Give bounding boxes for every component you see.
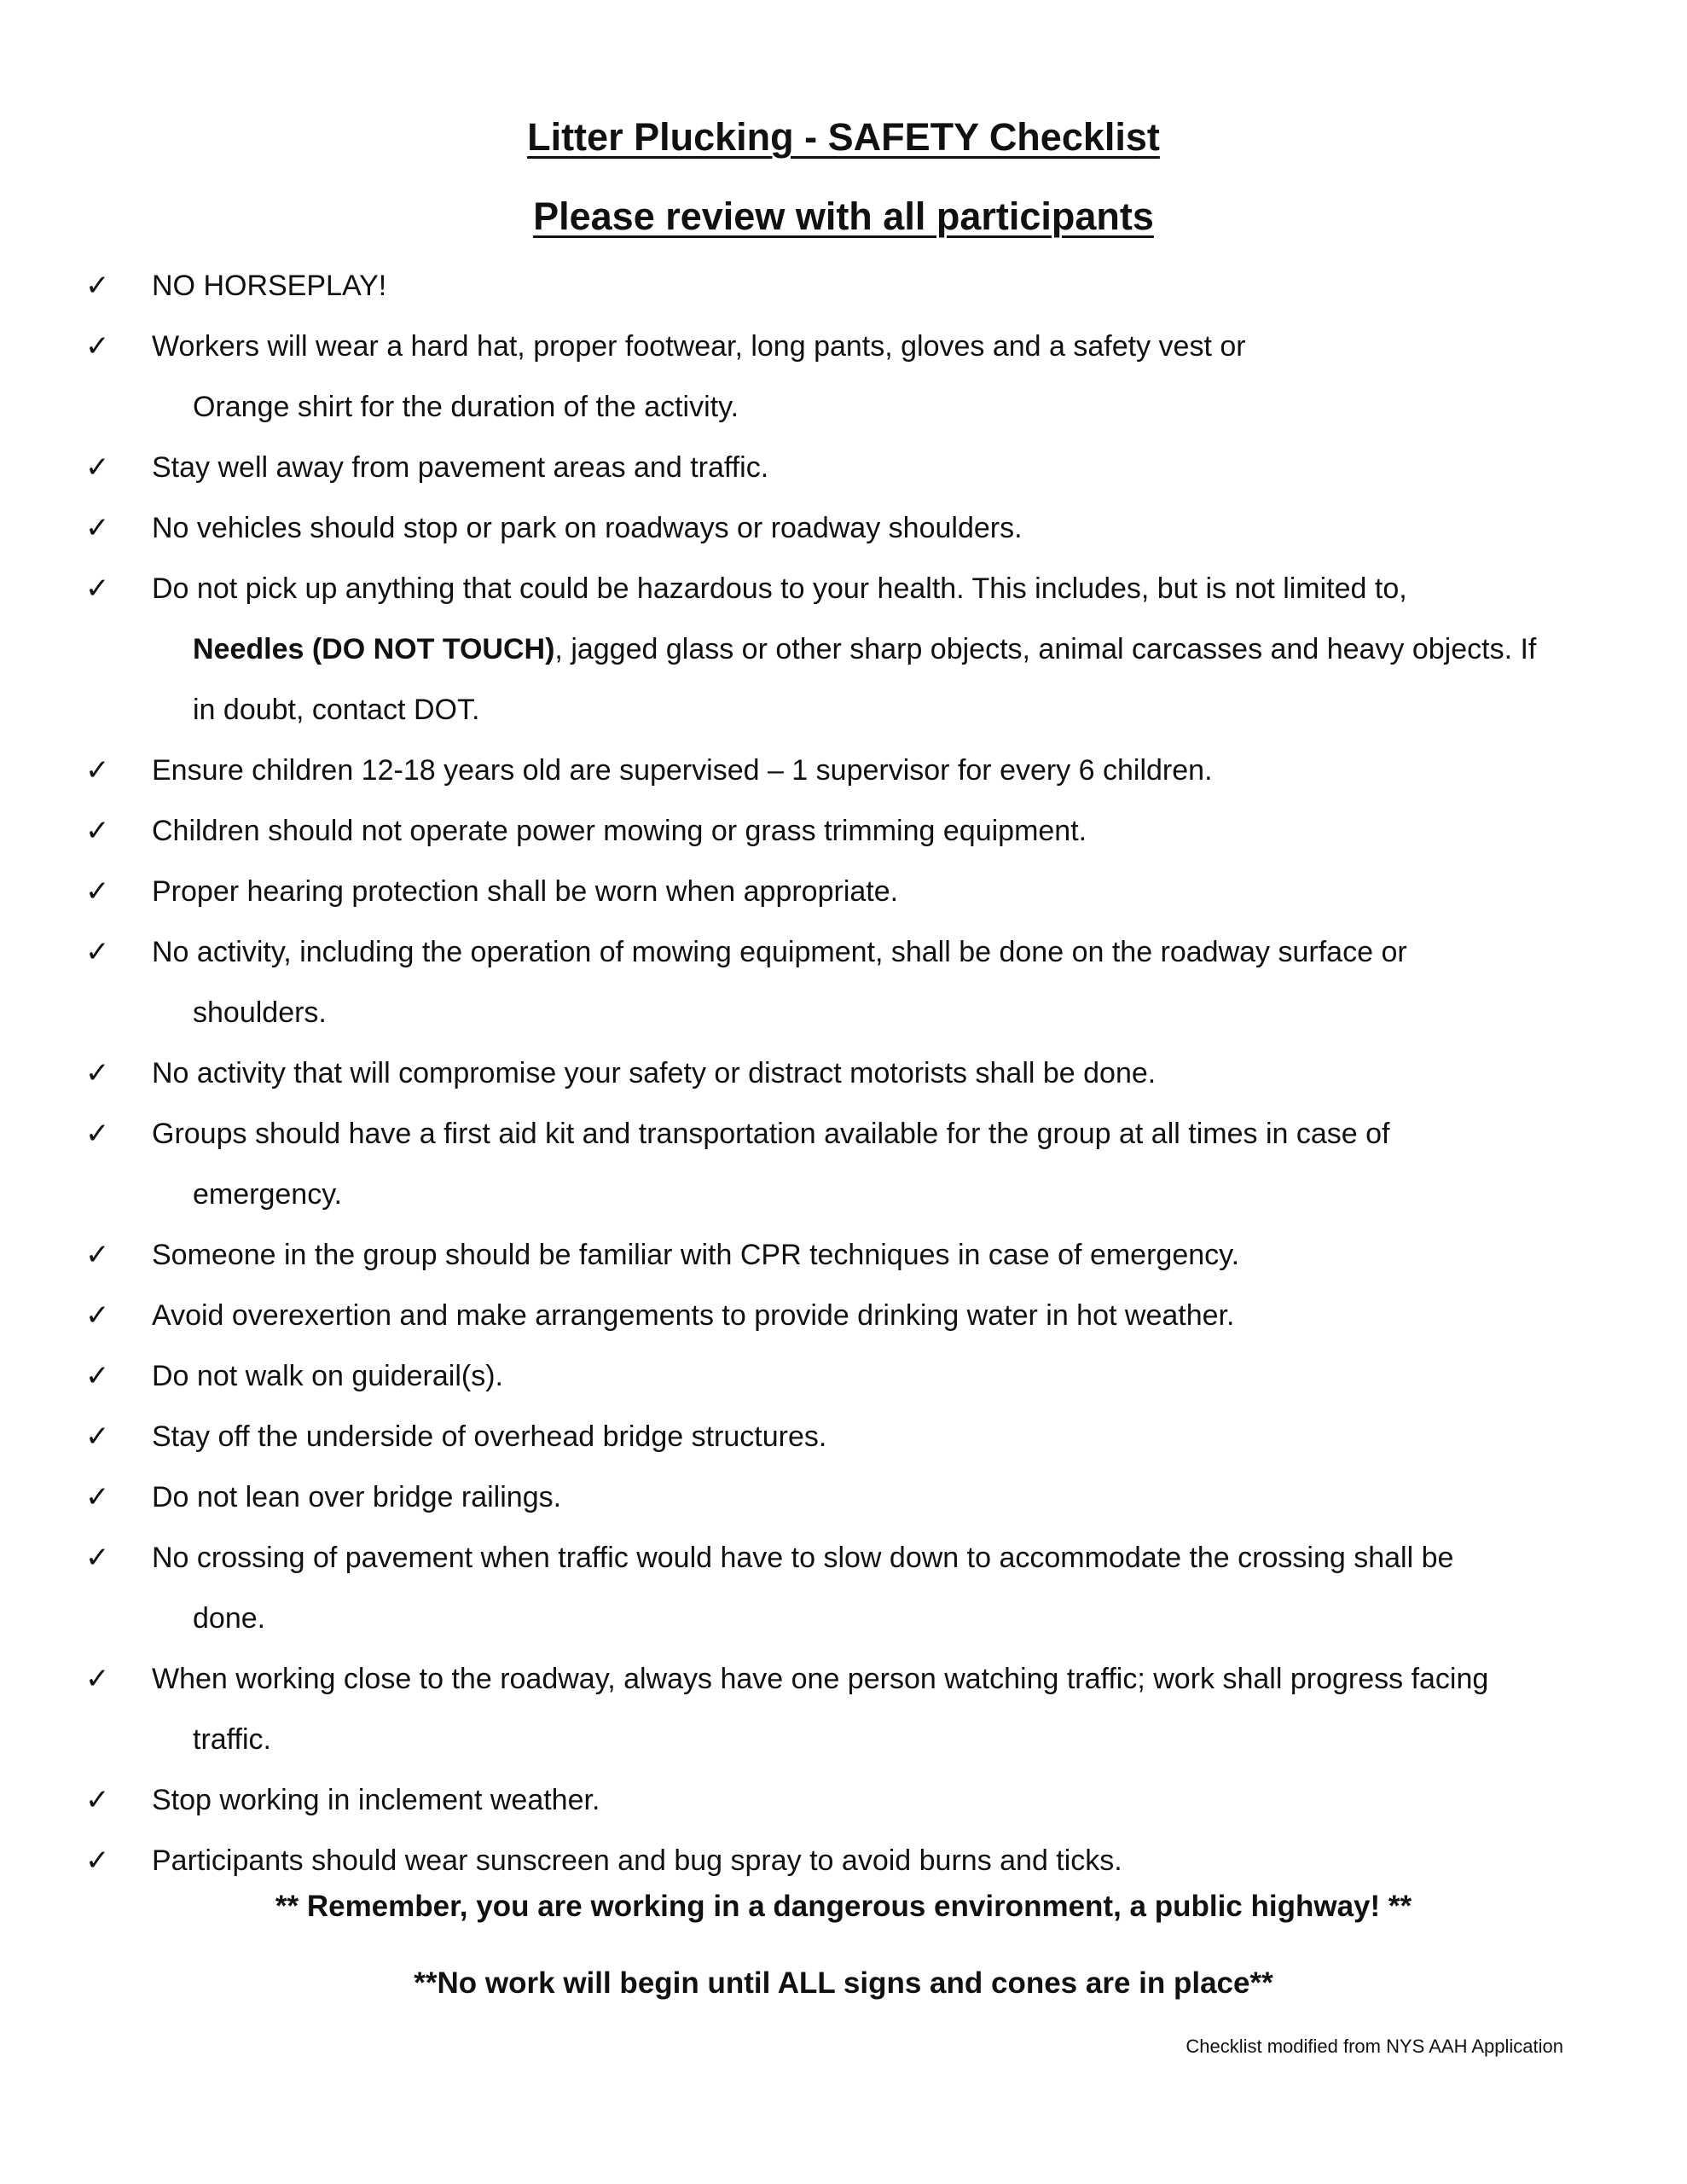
item-text-continued: Orange shirt for the duration of the activity.: [193, 391, 739, 423]
needles-warning: Needles (DO NOT TOUCH): [193, 633, 555, 665]
page-subtitle: Please review with all participants: [533, 195, 1154, 238]
final-note: **No work will begin until ALL signs and cones are in place**: [414, 1966, 1273, 2000]
item-text: No vehicles should stop or park on roadways or roadway shoulders.: [152, 512, 1023, 544]
checklist-item: [85, 317, 1603, 438]
item-text-continued: done.: [193, 1602, 266, 1635]
item-text: No activity, including the operation of mowing equipment, shall be done on the roadway surface or: [152, 936, 1407, 968]
item-text: When working close to the roadway, always have one person watching traffic; work shall progress facing: [152, 1663, 1489, 1695]
checkmark-icon: ✓: [85, 511, 110, 545]
checklist-item: [85, 1831, 1603, 1891]
checklist-item: [85, 1225, 1603, 1286]
item-text: Do not pick up anything that could be hazardous to your health. This includes, but is not limited to,: [152, 572, 1407, 605]
reminder-note: ** Remember, you are working in a dangerous environment, a public highway! **: [275, 1890, 1412, 1923]
item-text: Someone in the group should be familiar with CPR techniques in case of emergency.: [152, 1239, 1240, 1271]
item-text: Participants should wear sunscreen and bug spray to avoid burns and ticks.: [152, 1844, 1122, 1877]
item-text: Ensure children 12-18 years old are supervised – 1 supervisor for every 6 children.: [152, 754, 1213, 787]
checkmark-icon: ✓: [85, 1662, 110, 1696]
item-text: Workers will wear a hard hat, proper footwear, long pants, gloves and a safety vest or: [152, 330, 1246, 363]
item-text: Stay well away from pavement areas and traffic.: [152, 451, 769, 484]
footer-credit: Checklist modified from NYS AAH Application: [1186, 2036, 1563, 2057]
item-text-continued: shoulders.: [193, 996, 327, 1029]
checklist-item: [85, 862, 1603, 922]
item-text: Do not lean over bridge railings.: [152, 1481, 562, 1513]
checklist-item: [85, 1043, 1603, 1104]
checklist-item: [85, 256, 1603, 317]
item-text: No activity that will compromise your safety or distract motorists shall be done.: [152, 1057, 1157, 1089]
item-text: Stop working in inclement weather.: [152, 1784, 600, 1816]
checkmark-icon: ✓: [85, 269, 110, 303]
checkmark-icon: ✓: [85, 1056, 110, 1090]
item-text: NO HORSEPLAY!: [152, 270, 387, 302]
checklist-item: [85, 1649, 1603, 1770]
checkmark-icon: ✓: [85, 1298, 110, 1333]
item-text: Groups should have a first aid kit and transportation available for the group at all times in case of: [152, 1118, 1390, 1150]
checklist-item: [85, 438, 1603, 498]
item-text: Children should not operate power mowing or grass trimming equipment.: [152, 815, 1087, 847]
checklist-item: [85, 1528, 1603, 1649]
item-text: Proper hearing protection shall be worn when appropriate.: [152, 875, 899, 908]
checkmark-icon: ✓: [85, 450, 110, 485]
checkmark-icon: ✓: [85, 329, 110, 363]
checkmark-icon: ✓: [85, 753, 110, 787]
checklist-item: [85, 498, 1603, 559]
checkmark-icon: ✓: [85, 1480, 110, 1514]
item-text-rest: , jagged glass or other sharp objects, animal carcasses and heavy objects. If: [554, 633, 1537, 665]
item-text-continued: traffic.: [193, 1723, 271, 1756]
checkmark-icon: ✓: [85, 1844, 110, 1878]
item-text-continued: in doubt, contact DOT.: [193, 694, 480, 726]
checklist-item: [85, 1346, 1603, 1407]
item-text: Do not walk on guiderail(s).: [152, 1360, 503, 1392]
checklist-item: [85, 922, 1603, 1043]
checklist-item: [85, 1104, 1603, 1225]
checklist-item: [85, 741, 1603, 801]
checkmark-icon: ✓: [85, 1238, 110, 1272]
checkmark-icon: ✓: [85, 1117, 110, 1151]
checklist-item: [85, 559, 1603, 741]
page-title: Litter Plucking - SAFETY Checklist: [527, 115, 1160, 159]
item-text-continued: emergency.: [193, 1178, 343, 1211]
checkmark-icon: ✓: [85, 1420, 110, 1454]
checkmark-icon: ✓: [85, 935, 110, 969]
checklist-item: [85, 1407, 1603, 1467]
checklist: [85, 256, 1603, 1891]
checkmark-icon: ✓: [85, 814, 110, 848]
checkmark-icon: ✓: [85, 874, 110, 909]
item-text: No crossing of pavement when traffic would have to slow down to accommodate the crossing shall be: [152, 1542, 1454, 1574]
checkmark-icon: ✓: [85, 572, 110, 606]
checkmark-icon: ✓: [85, 1783, 110, 1817]
checklist-item: [85, 801, 1603, 862]
checklist-item: [85, 1286, 1603, 1346]
checklist-item: [85, 1770, 1603, 1831]
item-text: Stay off the underside of overhead bridge structures.: [152, 1420, 827, 1453]
checklist-item: [85, 1467, 1603, 1528]
checkmark-icon: ✓: [85, 1541, 110, 1575]
checkmark-icon: ✓: [85, 1359, 110, 1393]
item-text-continued: [152, 619, 1603, 680]
item-text: Avoid overexertion and make arrangements to provide drinking water in hot weather.: [152, 1299, 1235, 1332]
